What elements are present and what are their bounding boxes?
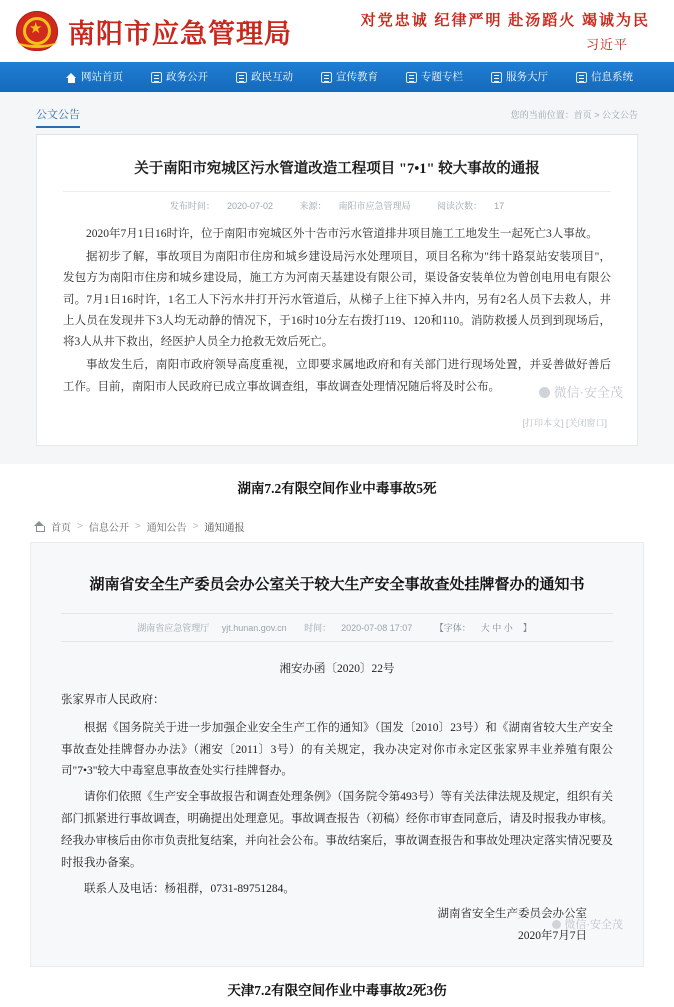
article-meta — [63, 192, 611, 224]
service-hall-icon — [491, 72, 502, 83]
nav-item-label: 信息系统 — [591, 71, 633, 83]
breadcrumb-separator: > — [134, 520, 141, 532]
article-paragraph: 事故发生后，南阳市政府领导高度重视，立即要求属地政府和有关部门进行现场处置，并妥善做好善后工作。目前，南阳市人民政府已成立事故调查组，事故调查处理情况随后将及时公布。 — [63, 359, 611, 393]
figure-caption-2: 天津7.2有限空间作业中毒事故2死3伤 — [227, 983, 447, 999]
meta-source: 湖南省应急管理厅 — [137, 622, 210, 633]
home-icon — [34, 521, 45, 531]
meta-site-url: yjt.hunan.gov.cn — [221, 622, 287, 633]
article-card — [36, 135, 638, 446]
nav-item-government-disclosure[interactable] — [137, 62, 222, 92]
article-paragraph: 2020年7月1日16时许，位于南阳市宛城区外十告市污水管道排井项目施工工地发生一起死亡3人事故。 — [86, 227, 598, 240]
channel-tab-public-notices[interactable]: 公文公告 — [36, 106, 80, 128]
print-close-links[interactable]: [打印本文] [关闭窗口] — [522, 417, 607, 428]
folder-icon — [406, 72, 417, 83]
font-size-switcher[interactable]: 【字体： 大 中 小 】 — [434, 622, 532, 633]
site-slogan — [361, 9, 660, 53]
signoff-organization: 湖南省安全生产委员会办公室 — [437, 908, 587, 921]
nav-item-label: 政民互动 — [251, 71, 293, 83]
home-icon — [66, 72, 77, 83]
breadcrumb-item-announcements[interactable]: 通知公告 — [146, 522, 187, 534]
national-emblem-icon: ★ — [14, 8, 60, 54]
people-icon — [236, 72, 247, 83]
breadcrumb-separator: > — [192, 520, 199, 532]
article-title: 湖南省安全生产委员会办公室关于较大生产安全事故查处挂牌督办的通知书 — [89, 576, 585, 593]
meta-time: 时间： 2020-07-08 17:07 — [304, 622, 413, 633]
breadcrumb-separator: > — [77, 520, 83, 532]
article-body — [61, 690, 613, 901]
breadcrumb — [0, 511, 674, 542]
nav-item-label: 政务公开 — [166, 71, 208, 83]
system-icon — [576, 72, 587, 83]
megaphone-icon — [321, 72, 332, 83]
addressee: 张家界市人民政府： — [61, 693, 165, 706]
slogan-line-1: 对党忠诚 纪律严明 赴汤蹈火 竭诚为民 — [360, 13, 650, 29]
nav-item-label: 宣传教育 — [336, 71, 378, 83]
document-icon — [151, 72, 162, 83]
wechat-icon — [552, 920, 561, 929]
figure-caption-1: 湖南7.2有限空间作业中毒事故5死 — [0, 464, 674, 509]
breadcrumb-item-current: 通知通报 — [204, 522, 245, 534]
breadcrumb-item-home[interactable]: 首页 — [51, 522, 71, 534]
nav-item-label: 服务大厅 — [506, 71, 548, 83]
nav-item-home[interactable] — [52, 62, 137, 92]
article-card — [30, 542, 644, 967]
wechat-icon — [539, 387, 550, 398]
nav-item-label: 网站首页 — [81, 71, 123, 83]
meta-date: 发布时间： 2020-07-02 — [169, 200, 273, 211]
article-paragraph: 根据《国务院关于进一步加强企业安全生产工作的通知》（国发〔2010〕23号）和《湖南省较大生产安全事故查处挂牌督办办法》（湘安〔2011〕3号）的有关规定，我办决定对你市永定区张家界丰业养殖有限公司"7•3"较大中毒窒息事故查处实行挂牌督办。 — [61, 721, 613, 778]
signoff-date: 2020年7月7日 — [518, 930, 587, 943]
watermark: 微信·安全茂 — [552, 916, 623, 932]
nav-item-publicity-education[interactable] — [307, 62, 392, 92]
article-paragraph: 据初步了解，事故项目为南阳市住房和城乡建设局污水处理项目，项目名称为"纬十路泵站安装项目"，发包方为南阳市住房和城乡建设局，施工方为河南天基建设有限公司，渠设备安装单位为曾创电用电有限公司。7月1日16时许，1名工人下污水井打开污水管道后，从梯子上往下掉入井内，另有2名人员下去救人，井上人员在发现井下3人均无动静的情况下，于16时10分左右拨打119、120和110。消防救援人员到到现场后，将3人从井下救出，经医护人员全力抢救无效后死亡。 — [63, 251, 611, 349]
nav-item-public-interaction[interactable] — [222, 62, 307, 92]
main-nav[interactable] — [0, 62, 674, 92]
site-header — [0, 0, 674, 62]
breadcrumb-item-info-disclosure[interactable]: 信息公开 — [88, 522, 129, 534]
hunan-site-screenshot — [0, 509, 674, 1007]
article-body — [63, 224, 611, 398]
meta-views: 阅读次数： 17 — [437, 200, 505, 211]
document-number: 湘安办函〔2020〕22号 — [279, 662, 395, 675]
watermark: 微信·安全茂 — [539, 382, 623, 401]
article-meta — [61, 613, 613, 642]
nav-item-label: 专题专栏 — [421, 71, 463, 83]
slogan-signature: 习近平 — [585, 37, 628, 52]
nav-item-information-system[interactable] — [562, 62, 647, 92]
article-paragraph: 联系人及电话：杨祖群，0731-89751284。 — [84, 882, 295, 895]
channel-bar — [36, 102, 638, 135]
meta-source: 来源： 南阳市应急管理局 — [299, 200, 411, 211]
article-title: 关于南阳市宛城区污水管道改造工程项目 "7•1" 较大事故的通报 — [63, 153, 611, 192]
site-title: 南阳市应急管理局 — [68, 18, 292, 49]
article-paragraph: 请你们依照《生产安全事故报告和调查处理条例》（国务院令第493号）等有关法律法规及规定，组织有关部门抓紧进行事故调查，明确提出处理意见。事故调查报告（初稿）经你市审查同意后，请及时报我办审核。经我办审核后由你市负责批复结案，并向社会公布。事故结案后，事故调查报告和事故处理决定落实情况要及时报我办备案。 — [61, 791, 613, 869]
article-section — [0, 92, 674, 464]
nav-item-service-hall[interactable] — [477, 62, 562, 92]
breadcrumb: 您的当前位置：首页 > 公文公告 — [510, 110, 638, 120]
nav-item-special-topics[interactable] — [392, 62, 477, 92]
